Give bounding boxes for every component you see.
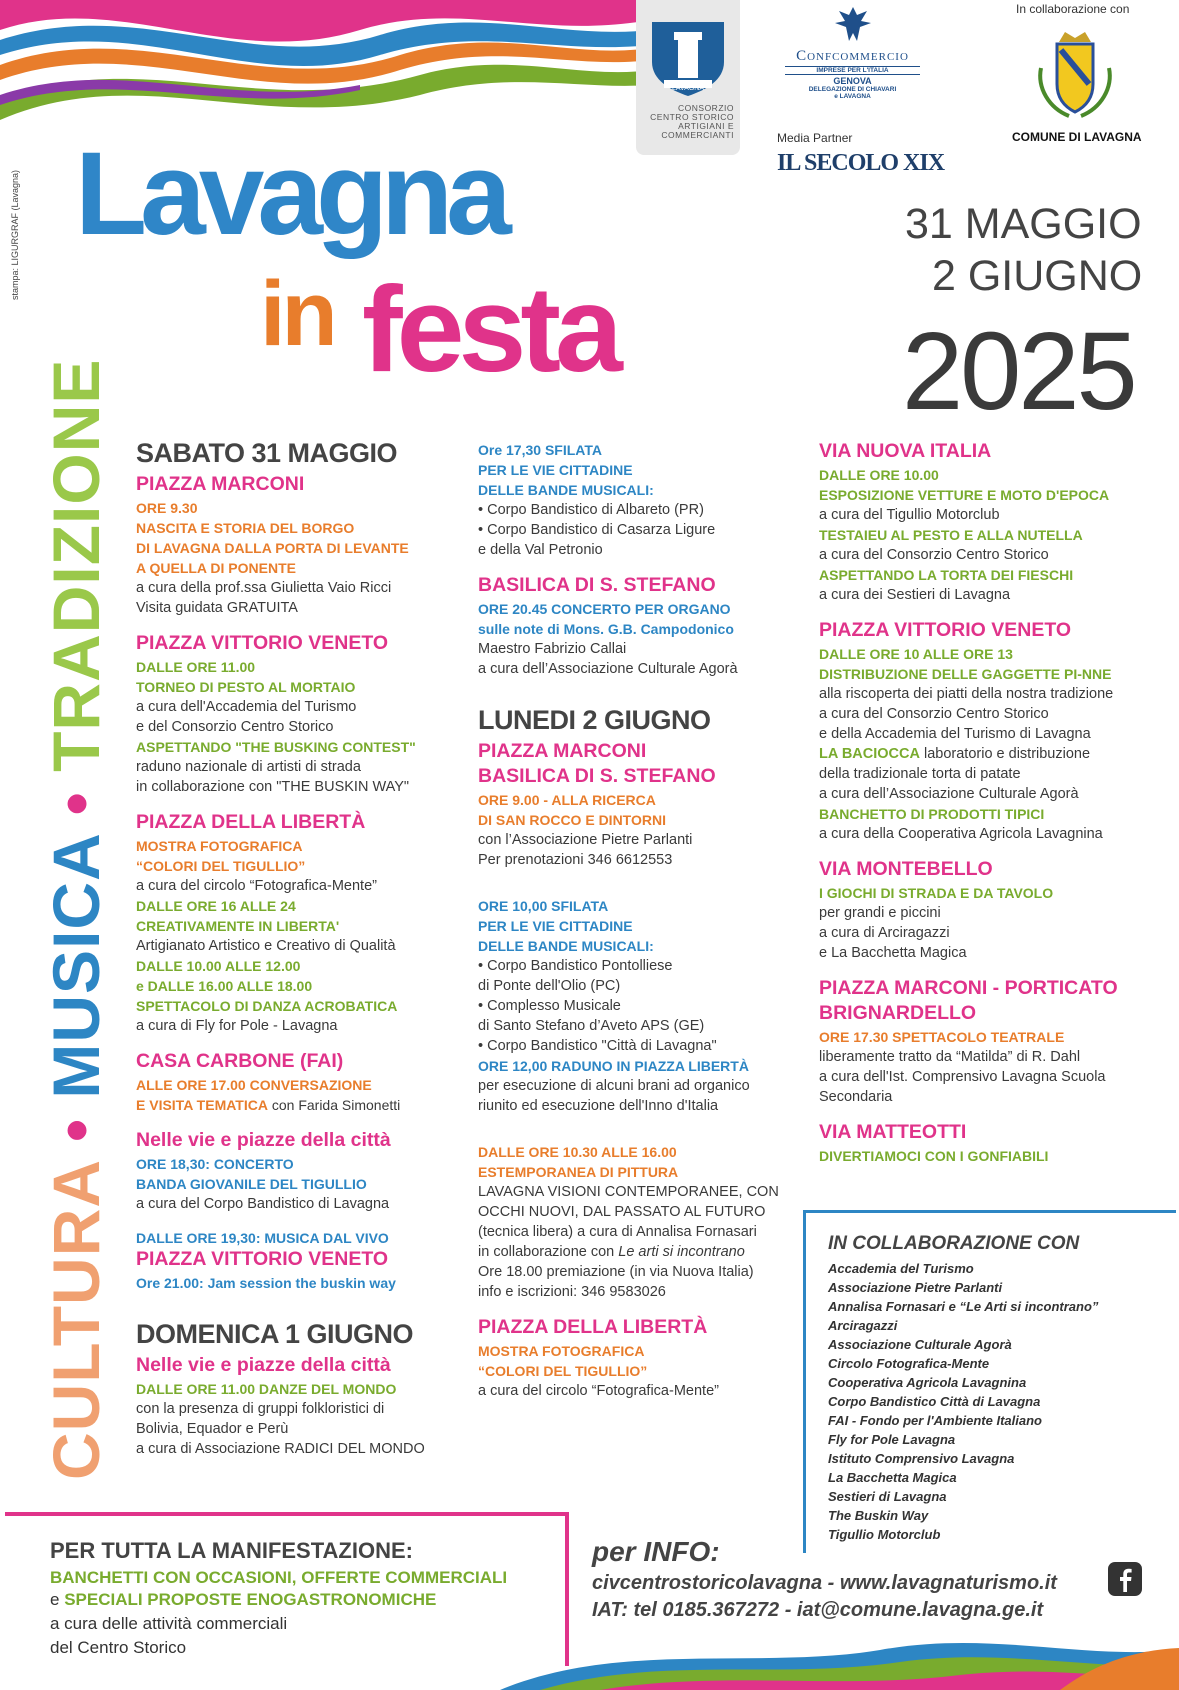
band-item: • Corpo Bandistico Pontolliese bbox=[478, 958, 673, 974]
title-in: in bbox=[260, 263, 334, 365]
event-title: NASCITA E STORIA DEL BORGO bbox=[136, 520, 355, 536]
event-note: Per prenotazioni 346 6612553 bbox=[478, 852, 673, 868]
event-time: DALLE ORE 10.30 ALLE 16.00 bbox=[478, 1144, 677, 1160]
collaborator-item: Annalisa Fornasari e “Le Arti si incontrano” bbox=[828, 1299, 1099, 1314]
confcommercio-tagline: IMPRESE PER L'ITALIA bbox=[785, 66, 920, 75]
event-title: I GIOCHI DI STRADA E DA TAVOLO bbox=[819, 885, 1054, 901]
event-title: ASPETTANDO "THE BUSKING CONTEST" bbox=[136, 739, 416, 755]
confcommercio-city: GENOVA bbox=[833, 76, 872, 86]
bottom-waves-decoration bbox=[0, 1620, 1179, 1690]
collaborator-item: Fly for Pole Lavagna bbox=[828, 1432, 956, 1447]
collaborator-item: Tigullio Motorclub bbox=[828, 1527, 941, 1542]
event-title: TORNEO DI PESTO AL MORTAIO bbox=[136, 679, 356, 695]
title-festa: festa bbox=[362, 261, 617, 397]
info-contacts[interactable]: IAT: tel 0185.367272 - iat@comune.lavagna.ge.it bbox=[592, 1599, 1044, 1621]
event-note: a cura del circolo “Fotografica-Mente” bbox=[478, 1383, 719, 1399]
event-title: DISTRIBUZIONE DELLE GAGGETTE PI-NNE bbox=[819, 666, 1112, 682]
event-note: a cura di Arciragazzi bbox=[819, 925, 950, 941]
separator-dot: • bbox=[39, 1117, 113, 1143]
program-column-1 bbox=[136, 438, 466, 1459]
event-note: a cura dell'Accademia del Turismo bbox=[136, 699, 357, 715]
event-title: DI LAVAGNA DALLA PORTA DI LEVANTE bbox=[136, 540, 409, 556]
collaborator-item: Associazione Pietre Parlanti bbox=[828, 1280, 1003, 1295]
event-note: e La Bacchetta Magica bbox=[819, 945, 967, 961]
band-item: • Corpo Bandistico "Città di Lavagna" bbox=[478, 1038, 717, 1054]
event-title: A QUELLA DI PONENTE bbox=[136, 560, 296, 576]
collaborator-item: Arciragazzi bbox=[828, 1318, 898, 1333]
collaborator-item: Associazione Culturale Agorà bbox=[828, 1337, 1012, 1352]
event-time: ORE 9.00 - ALLA RICERCA bbox=[478, 792, 656, 808]
event-title-part: LA BACIOCCA bbox=[819, 746, 920, 762]
comune-coat-of-arms-icon bbox=[1033, 28, 1117, 124]
event-title: sulle note di Mons. G.B. Campodonico bbox=[478, 621, 734, 637]
date-line1: 31 MAGGIO bbox=[905, 200, 1142, 248]
confcommercio-delegation2: e LAVAGNA bbox=[834, 93, 871, 100]
event-note-part: in collaborazione con bbox=[478, 1244, 619, 1260]
event-title: ORE 17.30 SPETTACOLO TEATRALE bbox=[819, 1029, 1065, 1045]
collaborator-item: Sestieri di Lavagna bbox=[828, 1489, 947, 1504]
bottom-title: PER TUTTA LA MANIFESTAZIONE: bbox=[50, 1538, 413, 1563]
event-title: “COLORI DEL TIGULLIO” bbox=[136, 858, 306, 874]
title-lavagna: Lavagna bbox=[75, 128, 505, 260]
event-note: Visita guidata GRATUITA bbox=[136, 600, 298, 616]
program-column-3 bbox=[819, 440, 1169, 1166]
event-note: liberamente tratto da “Matilda” di R. Dahl bbox=[819, 1049, 1081, 1065]
band-item: • Corpo Bandistico di Albareto (PR) bbox=[478, 502, 704, 518]
separator-dot: • bbox=[39, 791, 113, 816]
collaboration-box bbox=[803, 1210, 1176, 1553]
event-note: e del Consorzio Centro Storico bbox=[136, 719, 334, 735]
event-note: a cura dell’Associazione Culturale Agorà bbox=[478, 661, 738, 677]
event-note: in collaborazione con "THE BUSKIN WAY" bbox=[136, 779, 410, 795]
event-title: ASPETTANDO LA TORTA DEI FIESCHI bbox=[819, 567, 1074, 583]
event-note: a cura dell’Associazione Culturale Agorà bbox=[819, 786, 1079, 802]
event-note: e della Accademia del Turismo di Lavagna bbox=[819, 726, 1091, 742]
event-title-part: E VISITA TEMATICA bbox=[136, 1097, 268, 1113]
media-partner-label: Media Partner bbox=[777, 131, 853, 145]
consorzio-logo bbox=[636, 0, 740, 155]
event-note: della tradizionale torta di patate bbox=[819, 766, 1021, 782]
place-heading: Nelle vie e piazze della città bbox=[136, 1354, 391, 1376]
event-title: CREATIVAMENTE IN LIBERTA' bbox=[136, 918, 340, 934]
facebook-icon[interactable] bbox=[1108, 1562, 1142, 1596]
event-title bbox=[136, 1095, 466, 1115]
place-heading: CASA CARBONE (FAI) bbox=[136, 1050, 344, 1072]
event-note: a cura di Fly for Pole - Lavagna bbox=[136, 1018, 338, 1034]
event-note bbox=[819, 744, 1169, 764]
event-time: DALLE ORE 16 ALLE 24 bbox=[136, 898, 296, 914]
place-heading: PIAZZA DELLA LIBERTÀ bbox=[478, 1316, 708, 1338]
event-title: BANCHETTO DI PRODOTTI TIPICI bbox=[819, 806, 1045, 822]
collaborator-item: Accademia del Turismo bbox=[828, 1261, 974, 1276]
consorzio-line: ARTIGIANI E bbox=[678, 121, 734, 131]
bottom-line: BANCHETTI CON OCCASIONI, OFFERTE COMMERCIALI bbox=[50, 1568, 508, 1587]
event-title: MOSTRA FOTOGRAFICA bbox=[478, 1343, 645, 1359]
day-heading: LUNEDI 2 GIUGNO bbox=[478, 705, 711, 735]
event-note bbox=[478, 1242, 808, 1262]
place-heading: VIA MONTEBELLO bbox=[819, 858, 993, 880]
event-note: a cura del circolo “Fotografica-Mente” bbox=[136, 878, 377, 894]
confcommercio-name: Confcommercio bbox=[796, 48, 909, 64]
event-title: DI SAN ROCCO E DINTORNI bbox=[478, 812, 666, 828]
event-note: a cura del Corpo Bandistico di Lavagna bbox=[136, 1196, 390, 1212]
word-tradizione: TRADIZIONE bbox=[39, 358, 113, 772]
event-note: Maestro Fabrizio Callai bbox=[478, 641, 627, 657]
event-note: per grandi e piccini bbox=[819, 905, 941, 921]
place-heading: BASILICA DI S. STEFANO bbox=[478, 765, 716, 787]
event-note: Secondaria bbox=[819, 1089, 893, 1105]
event-note: alla riscoperta dei piatti della nostra tradizione bbox=[819, 686, 1114, 702]
event-title: ALLE ORE 17.00 CONVERSAZIONE bbox=[136, 1077, 372, 1093]
event-time: DALLE ORE 19,30: MUSICA DAL VIVO bbox=[136, 1230, 389, 1246]
place-heading: PIAZZA MARCONI - PORTICATO bbox=[819, 977, 1118, 999]
event-title: MOSTRA FOTOGRAFICA bbox=[136, 838, 303, 854]
event-note: a cura della Cooperativa Agricola Lavagnina bbox=[819, 826, 1103, 842]
event-title: “COLORI DEL TIGULLIO” bbox=[478, 1363, 648, 1379]
place-heading: BRIGNARDELLO bbox=[819, 1002, 977, 1024]
collaborator-item: Corpo Bandistico Città di Lavagna bbox=[828, 1394, 1041, 1409]
band-item: • Complesso Musicale bbox=[478, 998, 621, 1014]
day-heading: DOMENICA 1 GIUGNO bbox=[136, 1319, 414, 1349]
consorzio-logo-text: LAVAGNA bbox=[671, 85, 705, 92]
vertical-keywords bbox=[38, 359, 114, 1480]
event-note: a cura della prof.ssa Giulietta Vaio Ricci bbox=[136, 580, 392, 596]
print-credit: stampa: LIGURGRAF (Lavagna) bbox=[10, 169, 20, 300]
info-links[interactable]: civcentrostoricolavagna - www.lavagnaturismo.it bbox=[592, 1572, 1057, 1594]
event-note: a cura di Associazione RADICI DEL MONDO bbox=[136, 1441, 425, 1457]
event-title: TESTAIEU AL PESTO E ALLA NUTELLA bbox=[819, 527, 1083, 543]
event-note: di Santo Stefano d’Aveto APS (GE) bbox=[478, 1018, 705, 1034]
event-title: DELLE BANDE MUSICALI: bbox=[478, 938, 654, 954]
event-note: (tecnica libera) a cura di Annalisa Fornasari bbox=[478, 1224, 757, 1240]
place-heading: PIAZZA MARCONI bbox=[136, 473, 305, 495]
event-time: DALLE 10.00 ALLE 12.00 bbox=[136, 958, 301, 974]
eagle-icon bbox=[833, 5, 873, 43]
event-title: PER LE VIE CITTADINE bbox=[478, 918, 633, 934]
event-note: OCCHI NUOVI, DAL PASSATO AL FUTURO bbox=[478, 1204, 766, 1220]
event-title: ESPOSIZIONE VETTURE E MOTO D'EPOCA bbox=[819, 487, 1110, 503]
collaborator-item: FAI - Fondo per l'Ambiente Italiano bbox=[828, 1413, 1042, 1428]
event-title: DIVERTIAMOCI CON I GONFIABILI bbox=[819, 1148, 1049, 1164]
event-note: Artigianato Artistico e Creativo di Qualità bbox=[136, 938, 396, 954]
event-time: DALLE ORE 10.00 bbox=[819, 467, 939, 483]
place-heading: VIA NUOVA ITALIA bbox=[819, 440, 992, 462]
event-time: ORE 9.30 bbox=[136, 500, 198, 516]
event-note: LAVAGNA VISIONI CONTEMPORANEE, CON bbox=[478, 1184, 779, 1200]
bottom-line-highlight: SPECIALI PROPOSTE ENOGASTRONOMICHE bbox=[64, 1590, 437, 1609]
place-heading: VIA MATTEOTTI bbox=[819, 1121, 967, 1143]
confcommercio-delegation: DELEGAZIONE DI CHIAVARI bbox=[808, 86, 897, 93]
confcommercio-logo bbox=[775, 5, 930, 100]
bottom-line: a cura delle attività commerciali bbox=[50, 1614, 288, 1633]
collaborator-item: Istituto Comprensivo Lavagna bbox=[828, 1451, 1015, 1466]
word-cultura: CULTURA bbox=[39, 1161, 113, 1480]
event-note: a cura del Tigullio Motorclub bbox=[819, 507, 1000, 523]
event-note: a cura del Consorzio Centro Storico bbox=[819, 547, 1049, 563]
event-time: DALLE ORE 11.00 DANZE DEL MONDO bbox=[136, 1381, 397, 1397]
collaborator-item: La Bacchetta Magica bbox=[828, 1470, 957, 1485]
info-section bbox=[592, 1536, 1152, 1622]
place-heading: PIAZZA DELLA LIBERTÀ bbox=[136, 811, 366, 833]
collaborator-item: The Buskin Way bbox=[828, 1508, 929, 1523]
consorzio-line: COMMERCIANTI bbox=[661, 130, 734, 140]
place-heading: Nelle vie e piazze della città bbox=[136, 1129, 391, 1151]
event-time: Ore 17,30 SFILATA bbox=[478, 442, 602, 458]
collaboration-title: IN COLLABORAZIONE CON bbox=[828, 1233, 1080, 1254]
event-note: a cura dell'Ist. Comprensivo Lavagna Scuola bbox=[819, 1069, 1106, 1085]
event-note: info e iscrizioni: 346 9583026 bbox=[478, 1284, 666, 1300]
event-title: BANDA GIOVANILE DEL TIGULLIO bbox=[136, 1176, 367, 1192]
event-note: a cura dei Sestieri di Lavagna bbox=[819, 587, 1011, 603]
info-title: per INFO: bbox=[592, 1536, 720, 1567]
collaborator-item: Cooperativa Agricola Lavagnina bbox=[828, 1375, 1027, 1390]
place-heading: PIAZZA VITTORIO VENETO bbox=[136, 1248, 389, 1270]
event-time: ORE 10,00 SFILATA bbox=[478, 898, 609, 914]
program-column-2 bbox=[478, 440, 808, 1401]
event-title: Ore 21.00: Jam session the buskin way bbox=[136, 1275, 396, 1291]
event-note: raduno nazionale di artisti di strada bbox=[136, 759, 361, 775]
event-time: DALLE ORE 10 ALLE ORE 13 bbox=[819, 646, 1013, 662]
event-note: e della Val Petronio bbox=[478, 542, 603, 558]
bottom-line bbox=[50, 1590, 565, 1610]
event-note: Bolivia, Equador e Perù bbox=[136, 1421, 289, 1437]
event-title: ORE 12,00 RADUNO IN PIAZZA LIBERTÀ bbox=[478, 1058, 749, 1074]
bottom-line: del Centro Storico bbox=[50, 1638, 187, 1657]
event-title: ESTEMPORANEA DI PITTURA bbox=[478, 1164, 679, 1180]
word-musica: MUSICA bbox=[39, 834, 113, 1099]
event-title: SPETTACOLO DI DANZA ACROBATICA bbox=[136, 998, 398, 1014]
collaborator-item: Circolo Fotografica-Mente bbox=[828, 1356, 990, 1371]
event-note: a cura del Consorzio Centro Storico bbox=[819, 706, 1049, 722]
event-note: per esecuzione di alcuni brani ad organico bbox=[478, 1078, 750, 1094]
place-heading: PIAZZA MARCONI bbox=[478, 740, 647, 762]
event-note: con l’Associazione Pietre Parlanti bbox=[478, 832, 693, 848]
event-note: con Farida Simonetti bbox=[267, 1097, 401, 1113]
event-time: ORE 18,30: CONCERTO bbox=[136, 1156, 294, 1172]
secolo-xix-logo: IL SECOLO XIX bbox=[777, 150, 945, 176]
event-time: DALLE ORE 11.00 bbox=[136, 659, 256, 675]
place-heading: PIAZZA VITTORIO VENETO bbox=[136, 632, 389, 654]
event-time: e DALLE 16.00 ALLE 18.00 bbox=[136, 978, 313, 994]
event-note: di Ponte dell'Olio (PC) bbox=[478, 978, 621, 994]
event-title: PER LE VIE CITTADINE bbox=[478, 462, 633, 478]
top-waves-decoration bbox=[0, 0, 650, 140]
event-title: DELLE BANDE MUSICALI: bbox=[478, 482, 654, 498]
event-title: ORE 20.45 CONCERTO PER ORGANO bbox=[478, 601, 731, 617]
comune-name: COMUNE DI LAVAGNA bbox=[1012, 130, 1142, 144]
event-note-part: laboratorio e distribuzione bbox=[919, 746, 1091, 762]
event-note-italic: Le arti si incontrano bbox=[618, 1244, 745, 1260]
date-line2: 2 GIUGNO bbox=[932, 252, 1143, 300]
consorzio-line: CONSORZIO bbox=[678, 103, 734, 113]
event-note: Ore 18.00 premiazione (in via Nuova Italia) bbox=[478, 1264, 754, 1280]
date-year: 2025 bbox=[902, 310, 1135, 433]
event-note: riunito ed esecuzione dell'Inno d'Italia bbox=[478, 1098, 719, 1114]
consorzio-line: CENTRO STORICO bbox=[650, 112, 734, 122]
place-heading: PIAZZA VITTORIO VENETO bbox=[819, 619, 1072, 641]
band-item: • Corpo Bandistico di Casarza Ligure bbox=[478, 522, 716, 538]
place-heading: BASILICA DI S. STEFANO bbox=[478, 574, 716, 596]
event-note: con la presenza di gruppi folkloristici di bbox=[136, 1401, 385, 1417]
bottom-line-part: e bbox=[50, 1590, 65, 1609]
day-heading: SABATO 31 MAGGIO bbox=[136, 438, 398, 468]
comune-collab-label: In collaborazione con bbox=[1016, 2, 1130, 16]
